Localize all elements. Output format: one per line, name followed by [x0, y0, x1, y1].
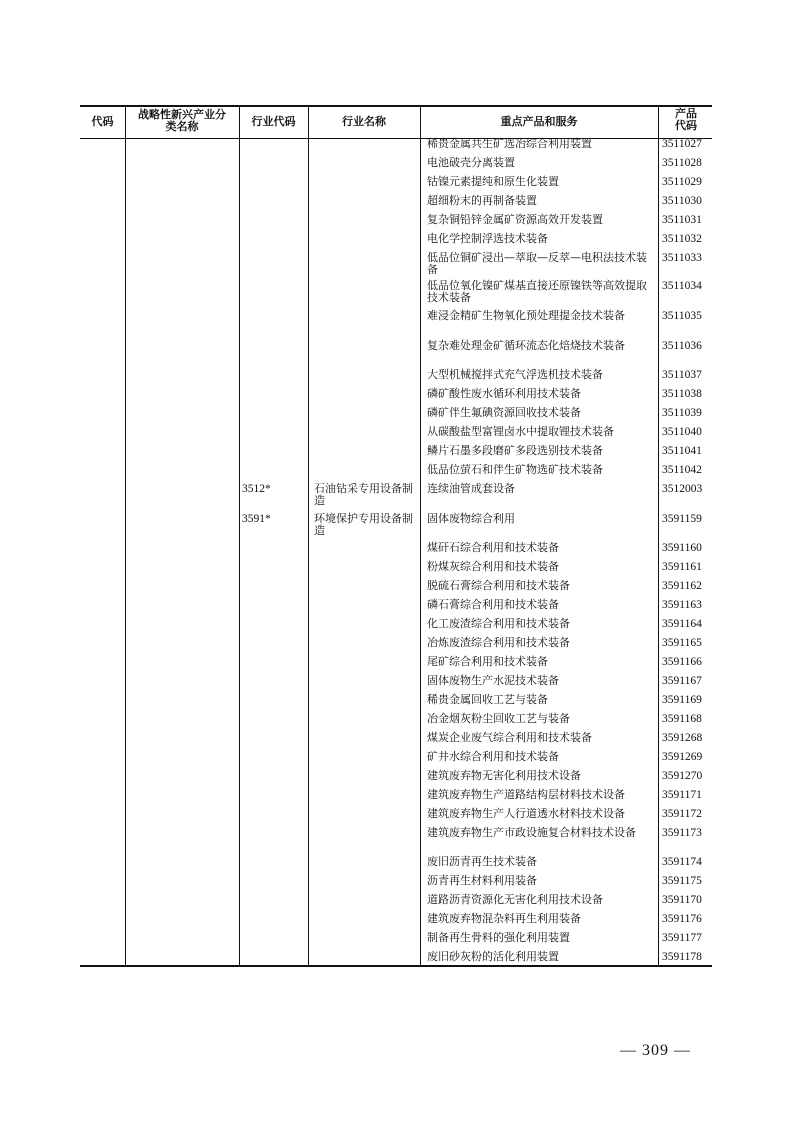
product-code: 3591169: [662, 694, 702, 706]
product-name: 冶金烟灰粉尘回收工艺与装备: [427, 712, 570, 725]
product-name: 稀贵金属共生矿选冶综合利用装置: [427, 137, 592, 150]
product-code: 3591173: [662, 827, 702, 839]
product-code: 3591268: [662, 732, 703, 744]
product-code: 3591171: [662, 789, 702, 801]
header-product-code: 产品代码: [675, 107, 697, 132]
product-code: 3511027: [662, 138, 702, 150]
product-code: 3591165: [662, 637, 702, 649]
product-name: 电池破壳分离装置: [427, 156, 515, 169]
header-products: 重点产品和服务: [500, 115, 578, 128]
product-name: 磷矿酸性废水循环利用技术装备: [427, 387, 581, 400]
product-name: 建筑废弃物生产道路结构层材料技术设备: [427, 788, 625, 801]
industry-code-3591: 3591*: [242, 513, 271, 525]
product-code: 3511031: [662, 214, 702, 226]
product-name: 磷石膏综合利用和技术装备: [427, 598, 559, 611]
product-name: 脱硫石膏综合利用和技术装备: [427, 579, 570, 592]
product-name: 建筑废弃物无害化利用技术设备: [427, 769, 581, 782]
header-code: 代码: [91, 115, 114, 128]
column-divider: [239, 105, 240, 967]
product-code: 3511030: [662, 195, 702, 207]
product-code: 3591178: [662, 951, 702, 963]
product-name: 磷矿伴生氟碘资源回收技术装备: [427, 406, 581, 419]
industry-name-3591: 环境保护专用设备制造: [314, 512, 413, 537]
product-code: 3511041: [662, 445, 702, 457]
product-code: 3591163: [662, 599, 702, 611]
product-code: 3511039: [662, 407, 702, 419]
product-name: 沥青再生材料利用装备: [427, 874, 537, 887]
product-code: 3591162: [662, 580, 702, 592]
header-industry-name: 行业名称: [342, 115, 386, 128]
product-name: 超细粉末的再制备装置: [427, 194, 537, 207]
product-name: 钴镍元素提纯和原生化装置: [427, 175, 559, 188]
product-code: 3511040: [662, 426, 702, 438]
product-name: 低品位氧化镍矿煤基直接还原镍铁等高效提取技术装备: [427, 279, 647, 304]
table-top-rule: [80, 105, 712, 107]
product-code: 3591161: [662, 561, 702, 573]
product-code: 3591176: [662, 913, 702, 925]
product-name: 建筑废弃物混杂料再生利用装备: [427, 912, 581, 925]
product-name: 建筑废弃物生产人行道透水材料技术设备: [427, 807, 625, 820]
product-code: 3511037: [662, 369, 702, 381]
product-code: 3591159: [662, 513, 702, 525]
product-code: 3512003: [662, 483, 703, 495]
product-name: 复杂铜铅锌金属矿资源高效开发装置: [427, 213, 603, 226]
product-name: 固体废物综合利用: [427, 512, 515, 525]
product-name: 从碳酸盐型富锂卤水中提取锂技术装备: [427, 425, 614, 438]
product-code: 3511032: [662, 233, 702, 245]
product-name: 煤矸石综合利用和技术装备: [427, 541, 559, 554]
product-code: 3591167: [662, 675, 702, 687]
product-code: 3511038: [662, 388, 702, 400]
product-name: 难浸金精矿生物氧化预处理提金技术装备: [427, 309, 625, 322]
product-name: 制备再生骨料的强化利用装置: [427, 931, 570, 944]
product-name: 稀贵金属回收工艺与装备: [427, 693, 548, 706]
product-code: 3591175: [662, 875, 702, 887]
product-code: 3591172: [662, 808, 702, 820]
product-code: 3591166: [662, 656, 702, 668]
product-code: 3511036: [662, 340, 702, 352]
product-name: 低品位铜矿浸出—萃取—反萃—电积法技术装备: [427, 251, 647, 276]
product-name: 冶炼废渣综合利用和技术装备: [427, 636, 570, 649]
industry-code-3512: 3512*: [242, 483, 271, 495]
page-number: — 309 —: [620, 1042, 691, 1059]
product-name: 粉煤灰综合利用和技术装备: [427, 560, 559, 573]
product-name: 废旧沥青再生技术装备: [427, 855, 537, 868]
product-name: 鳞片石墨多段磨矿多段选别技术装备: [427, 444, 603, 457]
header-category: 战略性新兴产业分类名称: [138, 108, 226, 133]
product-code: 3591177: [662, 932, 702, 944]
header-industry-code: 行业代码: [251, 115, 296, 128]
product-code: 3591160: [662, 542, 702, 554]
product-name: 低品位萤石和伴生矿物选矿技术装备: [427, 463, 603, 476]
product-name: 化工废渣综合利用和技术装备: [427, 617, 570, 630]
product-name: 矿井水综合利用和技术装备: [427, 750, 559, 763]
product-name: 电化学控制浮选技术装备: [427, 232, 548, 245]
product-name: 建筑废弃物生产市政设施复合材料技术设备: [427, 826, 636, 839]
product-code: 3591174: [662, 856, 702, 868]
product-code: 3511034: [662, 280, 702, 292]
product-name: 废旧砂灰粉的活化利用装置: [427, 950, 559, 963]
product-code: 3511035: [662, 310, 702, 322]
product-name: 煤炭企业废气综合利用和技术装备: [427, 731, 592, 744]
product-name: 复杂难处理金矿循环流态化焙烧技术装备: [427, 339, 625, 352]
product-code: 3591164: [662, 618, 702, 630]
table-bottom-rule: [80, 965, 712, 967]
column-divider: [420, 105, 421, 967]
product-code: 3591269: [662, 751, 703, 763]
product-code: 3591170: [662, 894, 702, 906]
product-name: 道路沥青资源化无害化利用技术设备: [427, 893, 603, 906]
industry-name-3512: 石油钻采专用设备制造: [314, 482, 413, 507]
column-divider: [308, 105, 309, 967]
product-code: 3591270: [662, 770, 703, 782]
product-code: 3511033: [662, 252, 702, 264]
product-name: 固体废物生产水泥技术装备: [427, 674, 559, 687]
product-code: 3591168: [662, 713, 702, 725]
product-code: 3511042: [662, 464, 702, 476]
product-code: 3511028: [662, 157, 702, 169]
product-name: 连续油管成套设备: [427, 482, 515, 495]
product-code: 3511029: [662, 176, 702, 188]
product-name: 尾矿综合利用和技术装备: [427, 655, 548, 668]
product-table: [80, 105, 712, 967]
product-name: 大型机械搅拌式充气浮选机技术装备: [427, 368, 603, 381]
column-divider: [658, 105, 659, 967]
column-divider: [125, 105, 126, 967]
